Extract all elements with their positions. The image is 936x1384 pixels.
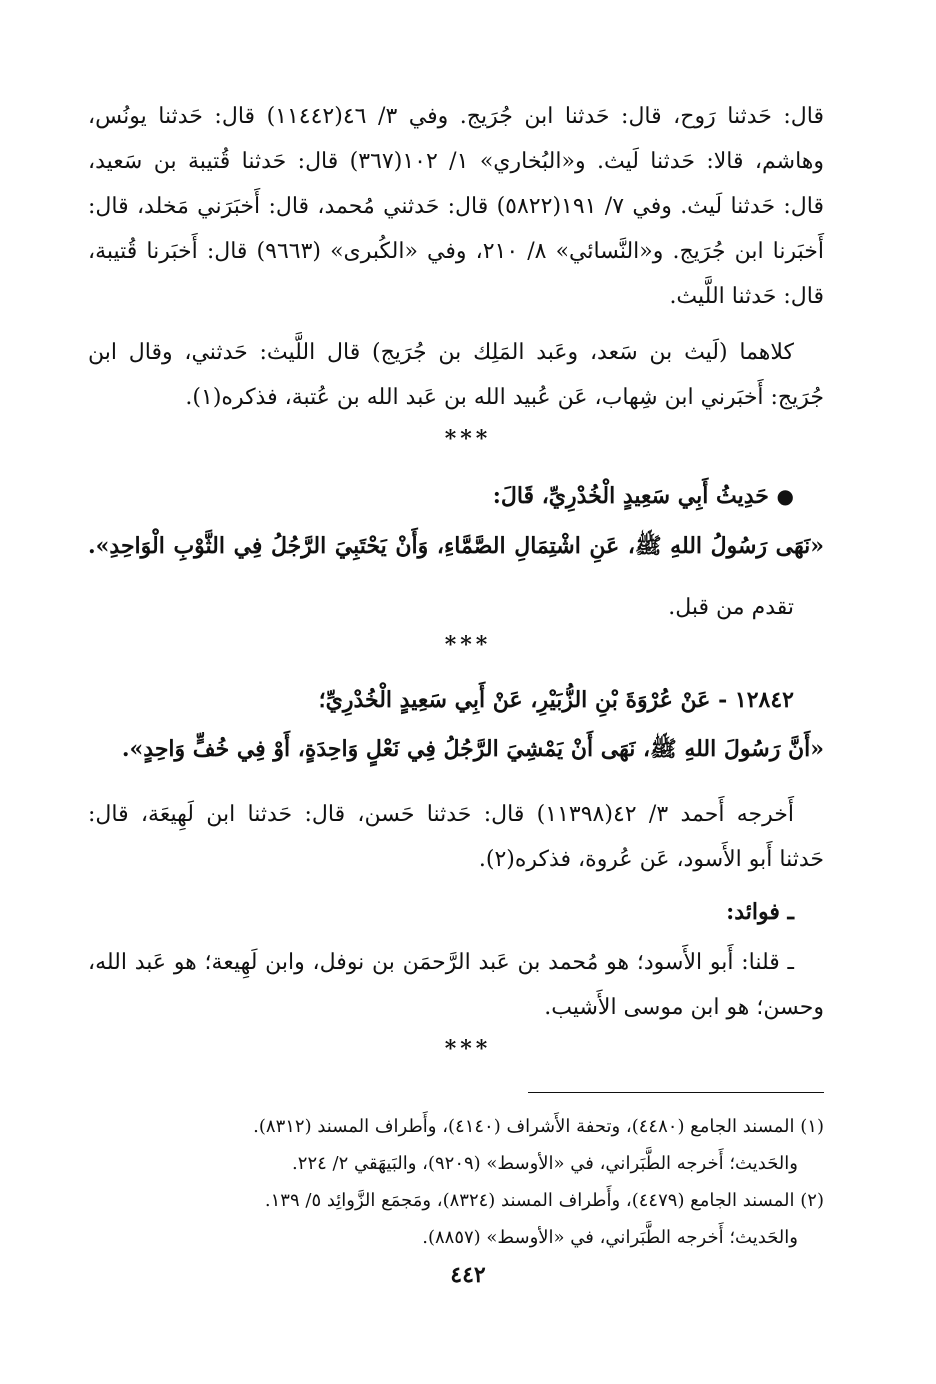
text-line: حَدثنا أَبو الأَسود، عَن عُروة، فذكره(٢). xyxy=(478,847,824,872)
footnotes xyxy=(150,1108,824,1256)
hadith-note xyxy=(88,585,824,630)
footnote-divider xyxy=(528,1092,824,1093)
text-line: «نَهَى رَسُولُ اللهِ ﷺ، عَنِ اشْتِمَالِ الصَّمَّاءِ، وَأَنْ يَحْتَبِيَ الرَّجُلُ فِي الثَّوْبِ الْوَاحِدِ». xyxy=(88,533,824,559)
text-line: وحسن؛ هو ابن موسى الأَشيب. xyxy=(544,995,824,1020)
footnote-line: (٢) المسند الجامع (٤٤٧٩)، وأَطراف المسند (٨٣٢٤)، ومَجمَع الزَّوائِد ٥/ ١٣٩. xyxy=(264,1190,824,1211)
text-line: كلاهما (لَيث بن سَعد، وعَبد المَلِك بن جُرَيج) قال اللَّيث: حَدثني، وقال ابن xyxy=(88,340,794,365)
text-line: أَخرجه أَحمد ٣/ ٤٢(١١٣٩٨) قال: حَدثنا حَسن، قال: حَدثنا ابن لَهِيعَة، قال: xyxy=(88,802,794,827)
paragraph-benefits xyxy=(88,940,824,1030)
page-number: ٤٤٢ xyxy=(450,1262,486,1288)
text-line: قال: حَدثنا لَيث. وفي ٧/ ١٩١(٥٨٢٢) قال: حَدثني مُحمد، قال: أَخبَرَني مَخلد، قال: xyxy=(88,194,825,219)
text-line: جُرَيج: أَخبَرني ابن شِهاب، عَن عُبيد الله بن عَبد الله بن عُتبة، فذكره(١). xyxy=(185,385,824,410)
bullet-icon: ● xyxy=(776,484,794,508)
hadith-title xyxy=(88,474,824,519)
section-separator: *** xyxy=(444,426,492,452)
text-line: ـ قلنا: أَبو الأَسود؛ هو مُحمد بن عَبد الرَّحمَن بن نوفل، وابن لَهِيعة؛ هو عَبد الله، xyxy=(88,950,794,975)
text-line: تقدم من قبل. xyxy=(668,595,794,620)
paragraph-both-narrators xyxy=(88,330,824,420)
paragraph-takhrij xyxy=(88,792,824,882)
section-separator: *** xyxy=(444,1036,492,1062)
footnote-line: (١) المسند الجامع (٤٤٨٠)، وتحفة الأَشراف (٤١٤٠)، وأَطراف المسند (٨٣١٢). xyxy=(253,1116,824,1137)
section-separator: *** xyxy=(444,632,492,658)
text-line: قال: حَدثنا اللَّيث. xyxy=(669,284,824,309)
footnote-line: والحَديث؛ أَخرجه الطَّبَراني، في «الأوسط» (٩٢٠٩)، والبَيهَقي ٢/ ٢٢٤. xyxy=(292,1153,798,1174)
benefits-heading: ـ فوائد: xyxy=(726,899,794,925)
hadith-12842 xyxy=(88,678,824,772)
footnote-line: والحَديث؛ أَخرجه الطَّبَراني، في «الأوسط» (٨٨٥٧). xyxy=(422,1227,798,1248)
paragraph-isnad-sources xyxy=(88,94,824,319)
hadith-matn: «أَنَّ رَسُولَ اللهِ ﷺ، نَهَى أَنْ يَمْشِيَ الرَّجُلُ فِي نَعْلٍ وَاحِدَةٍ، أَوْ فِي خُفٍّ وَاحِدٍ». xyxy=(121,736,824,762)
hadith-isnad: - عَنْ عُرْوَةَ بْنِ الزُّبَيْرِ، عَنْ أَبِي سَعِيدٍ الْخُدْرِيِّ؛ xyxy=(318,687,728,713)
text-line: أَخبَرنا ابن جُرَيج. و«النَّسائي» ٨/ ٢١٠، وفي «الكُبرى» (٩٦٦٣) قال: أَخبَرنا قُتيبة، xyxy=(88,239,824,264)
hadith-text xyxy=(88,524,824,569)
benefits-heading-block xyxy=(88,890,824,935)
hadith-number: ١٢٨٤٢ xyxy=(734,687,794,713)
hadith-isnad-line xyxy=(88,678,824,723)
text-line: وهاشم، قالا: حَدثنا لَيث. و«البُخاري» ١/ ١٠٢(٣٦٧) قال: حَدثنا قُتيبة بن سَعيد، xyxy=(88,149,825,174)
hadith-heading-text: حَدِيثُ أَبِي سَعِيدٍ الْخُدْرِيِّ، قَالَ: xyxy=(492,483,769,509)
hadith-heading-line xyxy=(88,474,824,519)
text-line: قال: حَدثنا رَوح، قال: حَدثنا ابن جُرَيج. وفي ٣/ ٤٦(١١٤٤٢) قال: حَدثنا يونُس، xyxy=(88,104,825,129)
